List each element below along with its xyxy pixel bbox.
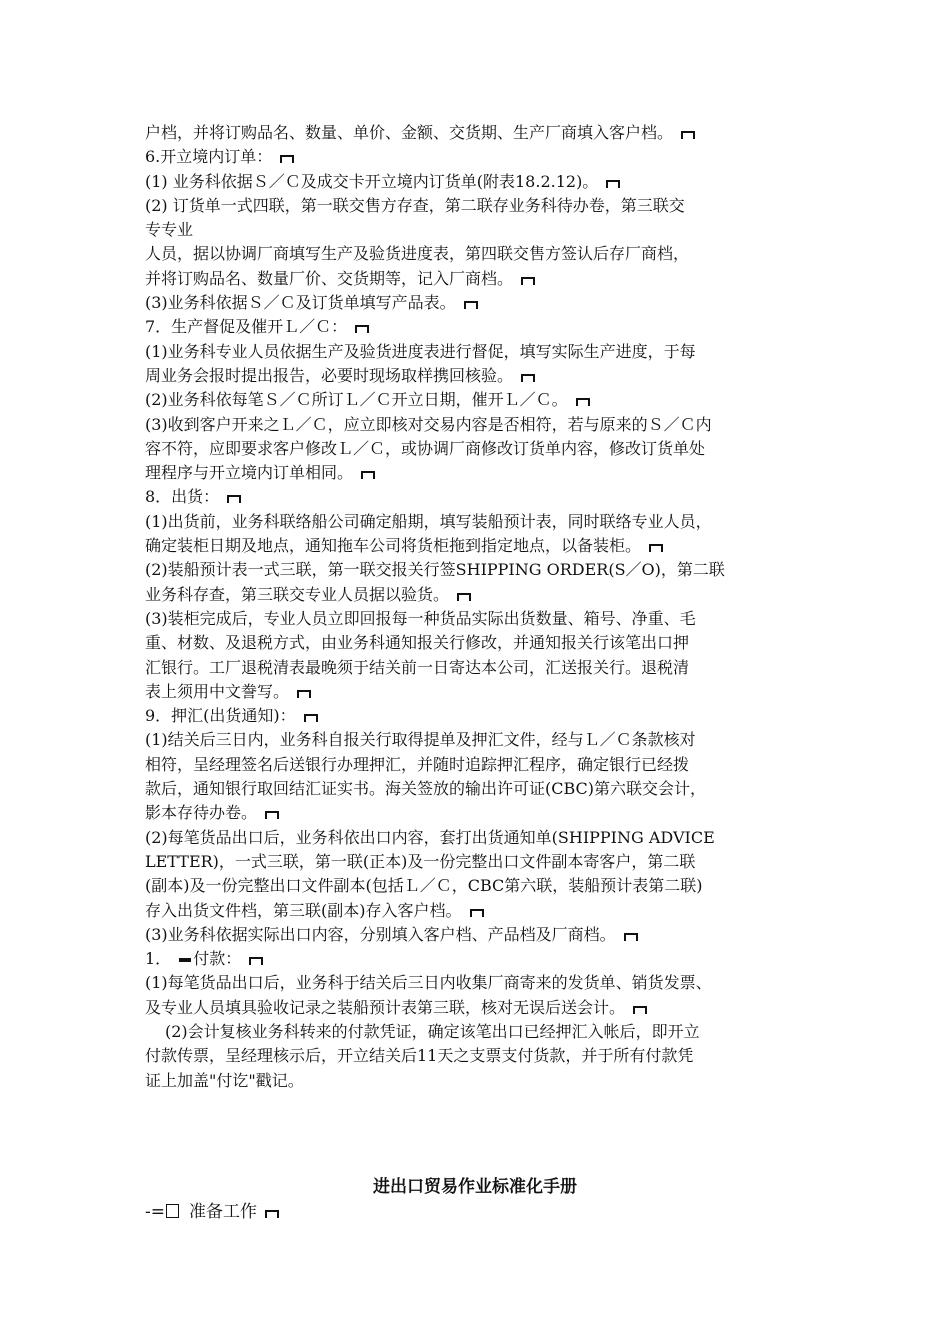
line-text: 理程序与开立境内订单相同。 <box>145 463 354 483</box>
line-text: (2)每笔货品出口后，业务科依出口内容，套打出货通知单(SHIPPING ADVICE <box>145 827 715 847</box>
paragraph-mark-icon <box>297 690 311 698</box>
text-line <box>145 340 813 364</box>
paragraph-mark-icon <box>280 155 294 163</box>
line-text: (2) 订货单一式四联，第一联交售方存查，第二联存业务科待办卷，第三联交 <box>145 195 685 215</box>
paragraph-mark-icon <box>521 374 535 382</box>
line-text: (1) 业务科依据Ｓ／Ｃ及成交卡开立境内订货单(附表18.2.12)。 <box>145 171 599 191</box>
section-label: 准备工作 <box>189 1202 257 1222</box>
text-line <box>145 826 813 850</box>
paragraph-mark-icon <box>361 471 375 479</box>
line-text: (1)每笔货品出口后，业务科于结关后三日内收集厂商寄来的发货单、销货发票、 <box>145 973 712 993</box>
text-line <box>145 971 813 995</box>
line-text: (1)业务科专业人员依据生产及验货进度表进行督促，填写实际生产进度，于每 <box>145 341 696 361</box>
line-text: 1． <box>145 949 172 969</box>
text-line <box>145 704 813 728</box>
text-line <box>145 874 813 898</box>
section-heading <box>145 1197 279 1222</box>
paragraph-mark-icon <box>265 1210 279 1218</box>
text-line <box>145 170 813 194</box>
text-line <box>145 291 813 315</box>
paragraph-mark-icon <box>576 398 590 406</box>
text-line <box>145 558 813 582</box>
paragraph-mark-icon <box>265 811 279 819</box>
text-line <box>145 656 813 680</box>
text-line <box>145 413 813 437</box>
paragraph-mark-icon <box>355 325 369 333</box>
paragraph-mark-icon <box>464 301 478 309</box>
body-text <box>145 121 813 1093</box>
line-text: 相符，呈经理签名后送银行办理押汇，并随时追踪押汇程序，确定银行已经拨 <box>145 754 690 774</box>
paragraph-mark-icon <box>606 180 620 188</box>
text-line <box>145 1020 813 1044</box>
text-line <box>145 121 813 145</box>
text-line <box>145 850 813 874</box>
paragraph-mark-icon <box>633 1006 647 1014</box>
line-text: 存入出货文件档，第三联(副本)存入客户档。 <box>145 900 462 920</box>
text-line <box>145 607 813 631</box>
line-text: LETTER)，一式三联，第一联(正本)及一份完整出口文件副本寄客户，第二联 <box>145 851 696 871</box>
line-text: 表上须用中文誊写。 <box>145 681 290 701</box>
text-line <box>145 996 813 1020</box>
line-text: (3)装柜完成后，专业人员立即回报每一种货品实际出货数量、箱号、净重、毛 <box>145 608 696 628</box>
paragraph-mark-icon <box>521 277 535 285</box>
text-line <box>145 631 813 655</box>
line-text: 付款： <box>193 949 242 969</box>
text-line <box>145 680 813 704</box>
text-line <box>145 437 813 461</box>
line-text: 7．生产督促及催开Ｌ／Ｃ： <box>145 317 348 337</box>
paragraph-mark-icon <box>227 495 241 503</box>
line-text: (3)业务科依据实际出口内容，分别填入客户档、产品档及厂商档。 <box>145 924 616 944</box>
paragraph-mark-icon <box>649 544 663 552</box>
line-text: 周业务会报时提出报告，必要时现场取样携回核验。 <box>145 365 514 385</box>
line-text: 9．押汇(出货通知)： <box>145 706 296 726</box>
text-line <box>145 1044 813 1068</box>
line-text: 确定装柜日期及地点，通知拖车公司将货柜拖到指定地点，以备装柜。 <box>145 536 642 556</box>
text-line <box>145 461 813 485</box>
text-line <box>145 899 813 923</box>
checkbox-glyph-icon <box>166 1204 179 1218</box>
line-text: 款后，通知银行取回结汇证实书。海关签放的输出许可证(CBC)第六联交会计， <box>145 779 707 799</box>
line-text: 及专业人员填具验收记录之装船预计表第三联，核对无误后送会计。 <box>145 997 626 1017</box>
text-line <box>145 194 813 218</box>
line-text: 证上加盖"付讫"戳记。 <box>145 1070 304 1090</box>
text-line <box>145 388 813 412</box>
text-line <box>145 510 813 534</box>
paragraph-mark-icon <box>304 714 318 722</box>
text-line <box>145 753 813 777</box>
line-text: 户档，并将订购品名、数量、单价、金额、交货期、生产厂商填入客户档。 <box>145 123 674 142</box>
line-text: 汇银行。工厂退税清表最晚须于结关前一日寄达本公司，汇送报关行。退税清 <box>145 657 690 677</box>
text-line <box>145 583 813 607</box>
line-text: (3)业务科依据Ｓ／Ｃ及订货单填写产品表。 <box>145 293 456 313</box>
text-line <box>145 728 813 752</box>
line-text: 容不符，应即要求客户修改Ｌ／Ｃ，或协调厂商修改订货单内容，修改订货单处 <box>145 438 706 458</box>
line-text: 影本存待办卷。 <box>145 803 258 823</box>
text-line <box>145 801 813 825</box>
text-line <box>145 145 813 169</box>
bar-mark-icon <box>179 958 191 962</box>
paragraph-mark-icon <box>470 909 484 917</box>
line-text: 重、材数、及退税方式，由业务科通知报关行修改，并通知报关行该笔出口押 <box>145 633 690 653</box>
line-text: 6.开立境内订单： <box>145 147 273 167</box>
line-text: 付款传票，呈经理核示后，开立结关后11天之支票支付货款，并于所有付款凭 <box>145 1046 694 1066</box>
line-text: 业务科存查，第三联交专业人员据以验货。 <box>145 584 450 604</box>
text-line <box>145 364 813 388</box>
text-line <box>145 947 813 971</box>
paragraph-mark-icon <box>249 957 263 965</box>
text-line <box>145 1069 813 1093</box>
line-text: (2)装船预计表一式三联，第一联交报关行签SHIPPING ORDER(S／O)，第二联 <box>145 560 725 580</box>
line-text: 并将订购品名、数量厂价、交货期等，记入厂商档。 <box>145 268 514 288</box>
line-text: (1)出货前，业务科联络船公司确定船期，填写装船预计表，同时联络专业人员， <box>145 511 712 531</box>
line-text: (3)收到客户开来之Ｌ／Ｃ，应立即核对交易内容是否相符，若与原来的Ｓ／Ｃ内 <box>145 414 712 434</box>
text-line <box>145 777 813 801</box>
line-text: 人员，据以协调厂商填写生产及验货进度表，第四联交售方签认后存厂商档， <box>145 244 690 264</box>
paragraph-mark-icon <box>681 131 695 139</box>
line-text: 专专业 <box>145 220 194 240</box>
line-text: 8．出货： <box>145 487 220 507</box>
text-line <box>145 218 813 242</box>
text-line <box>145 534 813 558</box>
paragraph-mark-icon <box>457 593 471 601</box>
text-line <box>145 923 813 947</box>
line-text: (2)会计复核业务科转来的付款凭证，确定该笔出口已经押汇入帐后，即开立 <box>165 1021 700 1041</box>
paragraph-mark-icon <box>624 933 638 941</box>
text-line <box>145 315 813 339</box>
text-line <box>145 242 813 266</box>
line-text: (副本)及一份完整出口文件副本(包括Ｌ／Ｃ，CBC第六联，装船预计表第二联) <box>145 876 703 896</box>
line-text: (1)结关后三日内，业务科自报关行取得提单及押汇文件，经与Ｌ／Ｃ条款核对 <box>145 730 696 750</box>
section-prefix: -= <box>145 1202 165 1222</box>
text-line <box>145 485 813 509</box>
line-text: (2)业务科依每笔Ｓ／Ｃ所订Ｌ／Ｃ开立日期，催开Ｌ／Ｃ。 <box>145 390 568 410</box>
manual-heading: 进出口贸易作业标准化手册 <box>373 1177 577 1197</box>
text-line <box>145 267 813 291</box>
